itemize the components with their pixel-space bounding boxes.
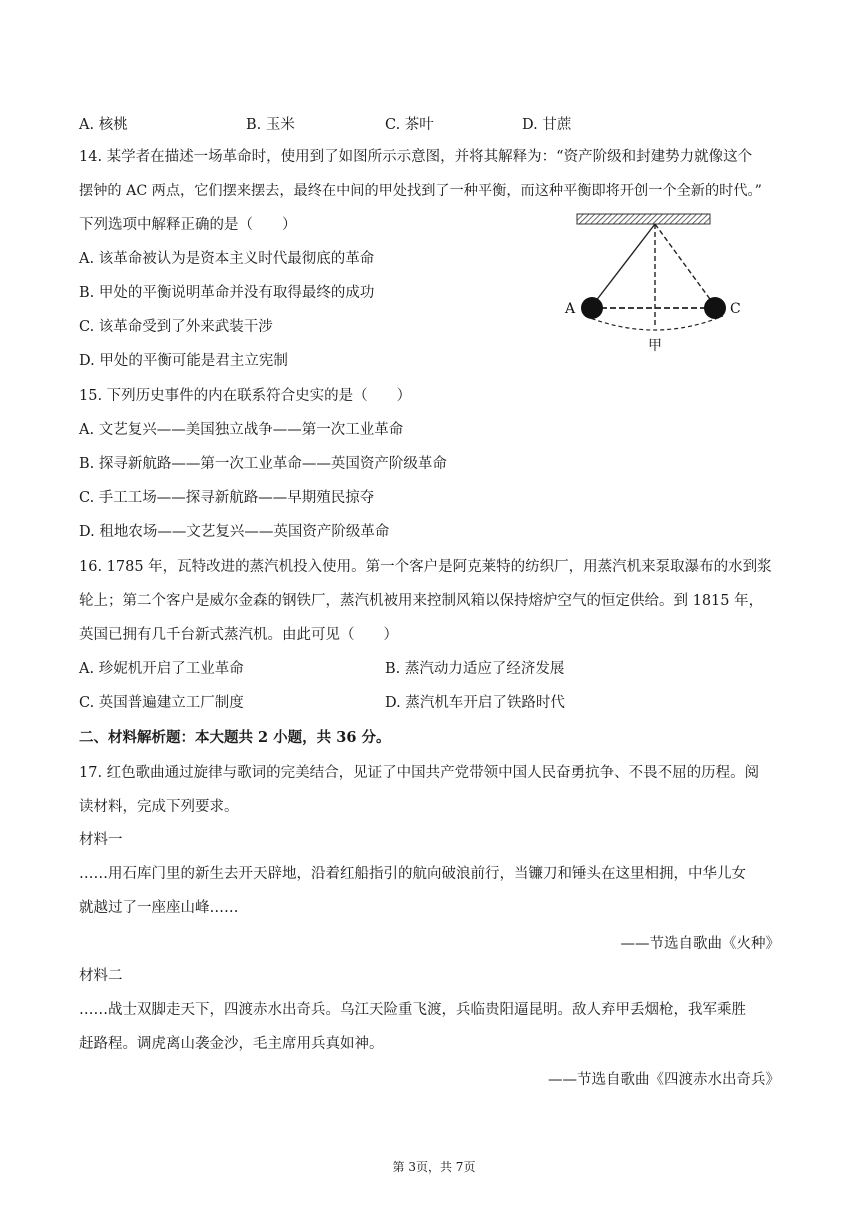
q16-option-c: C. 英国普遍建立工厂制度 [79,695,244,711]
q16-option-a: A. 珍妮机开启了工业革命 [79,661,244,677]
material-2-source: ——节选自歌曲《四渡赤水出奇兵》 [548,1072,780,1088]
pendulum-string-a [592,224,655,306]
pendulum-label-mid: 甲 [648,338,662,354]
q13-option-c: C. 茶叶 [385,117,434,133]
q15-stem: 15. 下列历史事件的内在联系符合史实的是（ ） [79,388,412,404]
pendulum-label-c: C [730,301,741,317]
q16-stem-line-1: 16. 1785 年，瓦特改进的蒸汽机投入使用。第一个客户是阿克莱特的纺织厂，用蒸汽机来泵取瀑布的水到浆 [79,559,772,575]
q15-option-d: D. 租地农场——文艺复兴——英国资产阶级革命 [79,524,390,540]
material-1-label: 材料一 [79,832,123,848]
pendulum-string-c [655,224,715,306]
q17-stem-line-2: 读材料，完成下列要求。 [79,799,239,815]
q15-option-a: A. 文艺复兴——美国独立战争——第一次工业革命 [79,422,404,438]
q15-option-b: B. 探寻新航路——第一次工业革命——英国资产阶级革命 [79,456,447,472]
q14-option-a: A. 该革命被认为是资本主义时代最彻底的革命 [79,251,375,267]
material-1-line-1: ……用石库门里的新生去开天辟地，沿着红船指引的航向破浪前行，当镰刀和锤头在这里相拥，中华儿女 [79,866,746,882]
q15-option-c: C. 手工工场——探寻新航路——早期殖民掠夺 [79,490,375,506]
q16-stem-line-2: 轮上；第二个客户是威尔金森的钢铁厂，蒸汽机被用来控制风箱以保持熔炉空气的恒定供给。到 1815 年， [79,593,764,609]
q13-option-a: A. 核桃 [79,117,128,133]
pendulum-bob-c [704,297,726,319]
q17-stem-line-1: 17. 红色歌曲通过旋律与歌词的完美结合，见证了中国共产党带领中国人民奋勇抗争、不畏不屈的历程。阅 [79,765,760,781]
pendulum-label-a: A [565,301,576,317]
q16-option-d: D. 蒸汽机车开启了铁路时代 [385,695,565,711]
q14-stem-line-3: 下列选项中解释正确的是（ ） [79,217,297,233]
material-2-label: 材料二 [79,968,123,984]
section-2-heading: 二、材料解析题：本大题共 2 小题，共 36 分。 [79,729,391,746]
q16-option-b: B. 蒸汽动力适应了经济发展 [385,661,565,677]
pendulum-diagram [555,208,755,358]
q16-stem-line-3: 英国已拥有几千台新式蒸汽机。由此可见（ ） [79,627,398,643]
material-2-line-2: 赶路程。调虎离山袭金沙，毛主席用兵真如神。 [79,1036,384,1052]
pendulum-bob-a [581,297,603,319]
q13-option-d: D. 甘蔗 [522,117,572,133]
pendulum-arc [585,316,723,330]
material-1-line-2: 就越过了一座座山峰…… [79,900,239,916]
pendulum-ceiling [577,214,710,224]
q13-option-b: B. 玉米 [246,117,295,133]
q14-option-c: C. 该革命受到了外来武装干涉 [79,319,273,335]
material-1-source: ——节选自歌曲《火种》 [620,936,780,952]
page-footer: 第 3页，共 7页 [392,1160,476,1174]
material-2-line-1: ……战士双脚走天下，四渡赤水出奇兵。乌江天险重飞渡，兵临贵阳逼昆明。敌人弃甲丢烟枪，我军乘胜 [79,1002,746,1018]
q14-stem-line-2: 摆钟的 AC 两点，它们摆来摆去，最终在中间的甲处找到了一种平衡，而这种平衡即将开创一个全新的时代。” [79,183,762,199]
q14-stem-line-1: 14. 某学者在描述一场革命时，使用到了如图所示示意图，并将其解释为：“资产阶级和封建势力就像这个 [79,149,753,165]
q14-option-b: B. 甲处的平衡说明革命并没有取得最终的成功 [79,285,375,301]
q14-option-d: D. 甲处的平衡可能是君主立宪制 [79,353,288,369]
